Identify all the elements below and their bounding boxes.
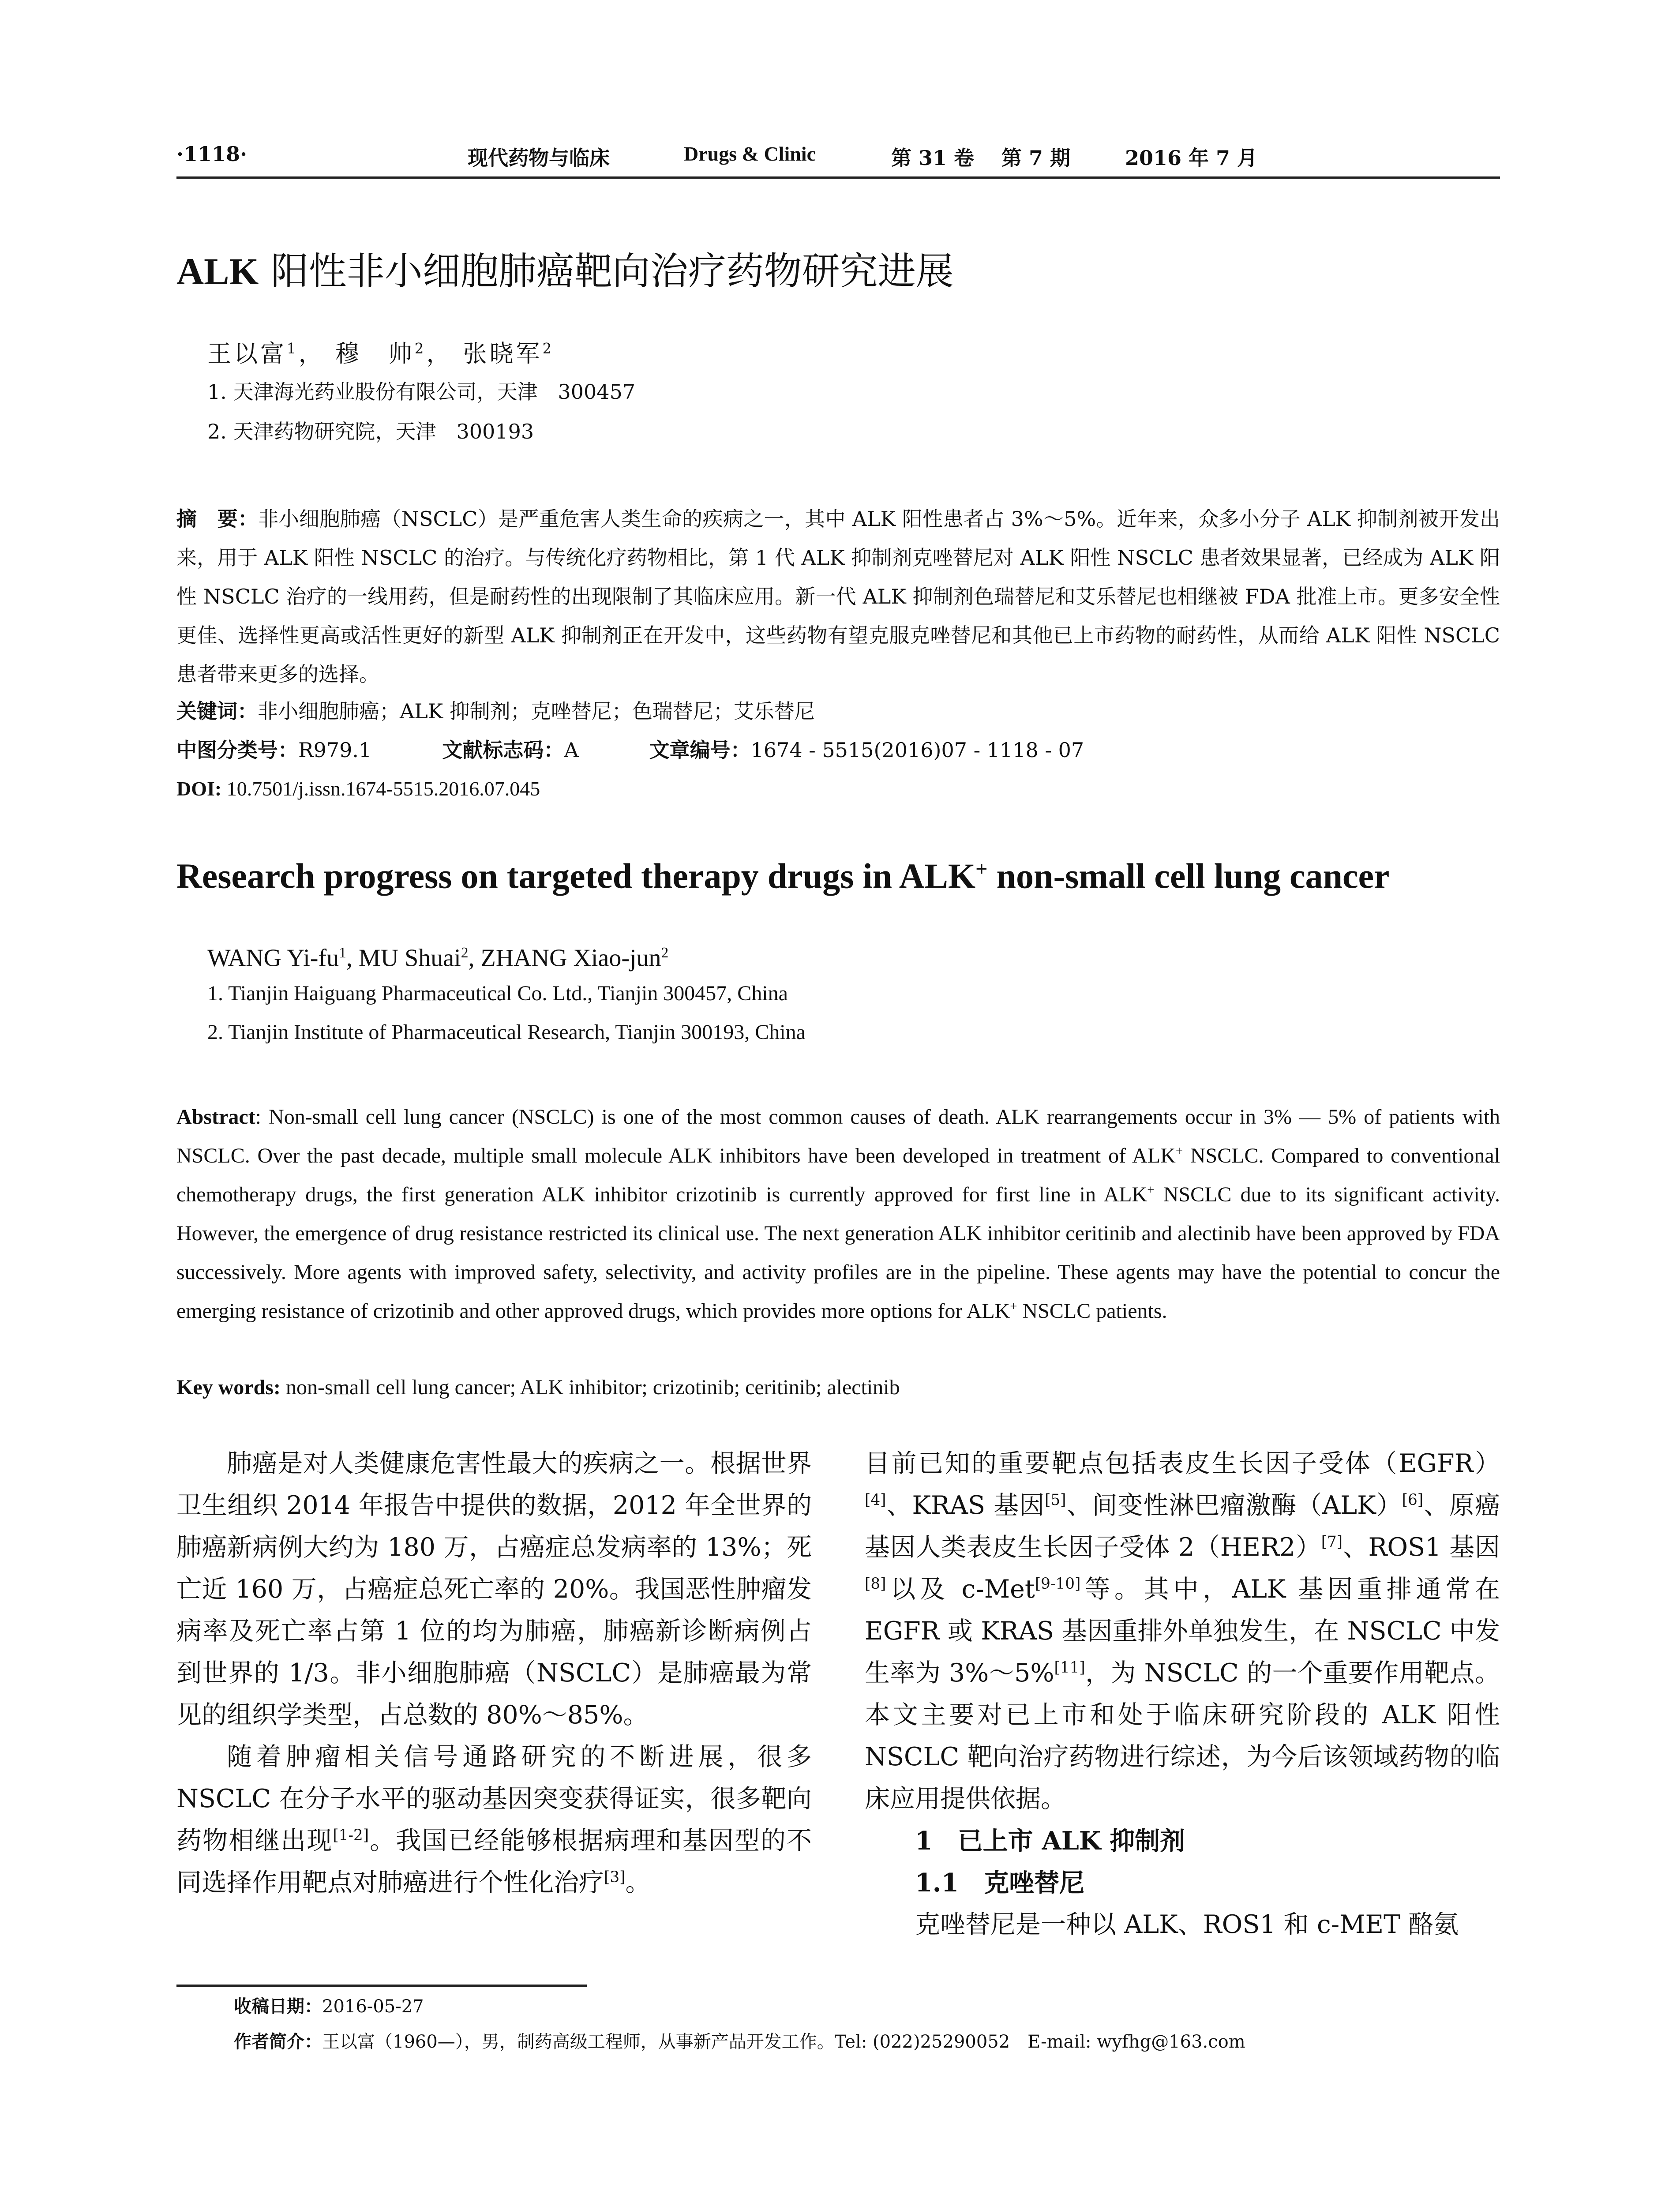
p2-text-b: 。我国已经能够根据病理和基因型的不同选择作用靶点对肺癌进行个性化治疗 xyxy=(176,1826,812,1897)
header-rule xyxy=(176,176,1500,179)
running-header xyxy=(176,142,1500,177)
footnote-author-bio xyxy=(234,2029,1245,2055)
citation-1-2[interactable]: [1-2] xyxy=(333,1827,369,1844)
body-paragraph-3 xyxy=(865,1443,1500,1820)
footnote-received xyxy=(234,1993,424,2020)
abstract-en-text-4: NSCLC patients. xyxy=(1017,1299,1167,1323)
body-paragraph-4: 克唑替尼是一种以 ALK、ROS1 和 c-MET 酪氨 xyxy=(915,1910,1459,1939)
keywords-en xyxy=(176,1372,900,1403)
affiliation-cn-2: 2. 天津药物研究院，天津 300193 xyxy=(207,420,534,443)
p2-text-a: 随着肿瘤相关信号通路研究的不断进展，很多 NSCLC 在分子水平的驱动基因突变获得证实，很多靶向药物相继出现 xyxy=(176,1742,812,1855)
author-2-en-affil: 2 xyxy=(461,945,469,961)
title-en xyxy=(176,847,1390,899)
title-cn-text: 阳性非小细胞肺癌靶向治疗药物研究进展 xyxy=(259,249,954,293)
section-heading-1: 1 已上市 ALK 抑制剂 xyxy=(915,1826,1185,1856)
authors-cn: 王以富$^1$， 穆 帅$^2$， 张晓军$^2$ xyxy=(207,340,555,368)
journal-name-cn: 现代药物与临床 xyxy=(468,146,610,170)
body-paragraph-2 xyxy=(176,1736,812,1904)
r1-text-a: 目前已知的重要靶点包括表皮生长因子受体（EGFR） xyxy=(865,1449,1500,1478)
author-2-en: , MU Shuai xyxy=(346,944,461,972)
classification-line xyxy=(176,737,1084,763)
abstract-en-sup-2: + xyxy=(1147,1183,1155,1197)
abstract-cn-text: 非小细胞肺癌（NSCLC）是严重危害人类生命的疾病之一，其中 ALK 阳性患者占 3%～5%。近年来，众多小分子 ALK 抑制剂被开发出来，用于 ALK 阳性 NSCLC 的治疗。与传统化疗药物相比，第 1 代 ALK 抑制剂克唑替尼对 ALK 阳性 NSCLC 患者效果显著，已经成为 ALK 阳性 NSCLC 治疗的一线用药，但是耐药性的出现限制了其临床应用。新一代 ALK 抑制剂色瑞替尼和艾乐替尼也相继被 FDA 批准上市。更多安全性更佳、选择性更高或活性更好的新型 ALK 抑制剂正在开发中，这些药物有望克服克唑替尼和其他已上市药物的耐药性，从而给 ALK 阳性 NSCLC 患者带来更多的选择。 xyxy=(176,507,1500,686)
keywords-cn xyxy=(176,698,815,724)
affiliation-en-2: 2. Tianjin Institute of Pharmaceutical Research, Tianjin 300193, China xyxy=(207,1020,806,1044)
r1-text-c: 、间变性淋巴瘤激酶（ALK） xyxy=(1066,1491,1402,1520)
citation-8[interactable]: [8] xyxy=(865,1575,886,1593)
doc-code-value: A xyxy=(564,738,579,762)
article-number-value: 1674 - 5515(2016)07 - 1118 - 07 xyxy=(750,738,1084,762)
received-label: 收稿日期： xyxy=(234,1996,322,2017)
article-number-label: 文章编号： xyxy=(649,738,751,762)
title-en-part2: non-small cell lung cancer xyxy=(987,857,1390,896)
author-3-affil: 2 xyxy=(542,340,555,357)
abstract-en-text-3: NSCLC due to its significant activity. However, the emergence of drug resistance restricted its clinical use. The next generation ALK inhibitor ceritinib and alectinib have been approved by FDA successively. More agents with improved safety, selectivity, and activity profiles are in the pipeline. These agents may have the potential to concur the emerging resistance of crizotinib and other approved drugs, which provides more options for ALK xyxy=(176,1183,1500,1323)
abstract-en-text-1: : Non-small cell lung cancer (NSCLC) is one of the most common causes of death. ALK rearrangements occur in 3% — 5% of patients with NSCLC. Over the past decade, multiple small molecule ALK inhibitors have been developed in treatment of ALK xyxy=(176,1105,1500,1167)
clc-value: R979.1 xyxy=(298,738,372,762)
citation-6[interactable]: [6] xyxy=(1402,1491,1424,1509)
abstract-en-label: Abstract xyxy=(176,1105,255,1129)
author-1-cn: 王以富 xyxy=(207,340,287,368)
author-1-en: WANG Yi-fu xyxy=(207,944,339,972)
volume: 第 31 卷 xyxy=(891,146,975,170)
journal-name-en: Drugs & Clinic xyxy=(684,143,816,165)
issue-date: 2016 年 7 月 xyxy=(1125,146,1258,170)
body-right-column xyxy=(865,1443,1500,1946)
issue: 第 7 期 xyxy=(1001,146,1071,170)
title-cn xyxy=(176,247,954,296)
title-en-part1: Research progress on targeted therapy drugs in ALK xyxy=(176,857,976,896)
affiliation-en-1: 1. Tianjin Haiguang Pharmaceutical Co. Ltd., Tianjin 300457, China xyxy=(207,982,788,1005)
keywords-cn-text: 非小细胞肺癌；ALK 抑制剂；克唑替尼；色瑞替尼；艾乐替尼 xyxy=(258,699,815,723)
citation-3[interactable]: [3] xyxy=(604,1868,626,1886)
citation-4[interactable]: [4] xyxy=(865,1491,886,1509)
footnote-rule xyxy=(176,1985,587,1987)
r1-text-b: 、KRAS 基因 xyxy=(886,1491,1045,1520)
citation-11[interactable]: [11] xyxy=(1054,1659,1085,1677)
citation-7[interactable]: [7] xyxy=(1321,1533,1343,1551)
r1-text-g: 等。其中，ALK 基因重排通常在 EGFR 或 KRAS 基因重排外单独发生，在 NSCLC 中发生率为 3%～5% xyxy=(865,1575,1500,1688)
citation-9-10[interactable]: [9-10] xyxy=(1035,1575,1081,1593)
body-left-column xyxy=(176,1443,812,1904)
r1-text-f: 以及 c-Met xyxy=(886,1575,1035,1604)
author-3-cn: 张晓军 xyxy=(463,340,543,368)
doi-label: DOI: xyxy=(176,777,222,800)
abstract-en-sup-3: + xyxy=(1010,1299,1017,1313)
title-en-sup: + xyxy=(975,857,988,881)
author-1-affil: 1 xyxy=(287,340,299,357)
author-3-en-affil: 2 xyxy=(661,945,669,961)
affiliation-cn-1: 1. 天津海光药业股份有限公司，天津 300457 xyxy=(207,380,636,404)
p2-text-c: 。 xyxy=(625,1868,651,1897)
keywords-cn-label: 关键词： xyxy=(176,699,258,723)
doi-value[interactable]: 10.7501/j.issn.1674-5515.2016.07.045 xyxy=(221,777,540,800)
r1-text-h: ，为 NSCLC 的一个重要作用靶点。本文主要对已上市和处于临床研究阶段的 ALK 阳性 NSCLC 靶向治疗药物进行综述，为今后该领域药物的临床应用提供依据。 xyxy=(865,1658,1500,1813)
r1-text-e: 、ROS1 基因 xyxy=(1342,1533,1500,1562)
author-1-en-affil: 1 xyxy=(339,945,346,961)
doc-code-label: 文献标志码： xyxy=(442,738,564,762)
author-bio-label: 作者简介： xyxy=(234,2031,322,2052)
r1-text-d: 、原癌基因人类表皮生长因子受体 2（HER2） xyxy=(865,1491,1500,1562)
keywords-en-text: non-small cell lung cancer; ALK inhibitor; crizotinib; ceritinib; alectinib xyxy=(280,1376,900,1399)
abstract-cn xyxy=(176,499,1500,694)
author-bio-text: 王以富（1960—），男，制药高级工程师，从事新产品开发工作。Tel: (022)25290052 E-mail: wyfhg@163.com xyxy=(322,2032,1245,2052)
author-2-cn: 穆 帅 xyxy=(335,340,415,368)
received-date: 2016-05-27 xyxy=(322,1996,424,2017)
citation-5[interactable]: [5] xyxy=(1045,1491,1066,1509)
author-2-affil: 2 xyxy=(414,340,427,357)
clc-label: 中图分类号： xyxy=(176,738,298,762)
author-3-en: , ZHANG Xiao-jun xyxy=(468,944,661,972)
doi-line xyxy=(176,776,540,802)
section-heading-1-1: 1.1 克唑替尼 xyxy=(915,1868,1085,1898)
keywords-en-label: Key words: xyxy=(176,1376,281,1399)
body-paragraph-1: 肺癌是对人类健康危害性最大的疾病之一。根据世界卫生组织 2014 年报告中提供的数据，2012 年全世界的肺癌新病例大约为 180 万，占癌症总发病率的 13%；死亡近 160 万，占癌症总死亡率的 20%。我国恶性肿瘤发病率及死亡率占第 1 位的均为肺癌，肺癌新诊断病例占到世界的 1/3。非小细胞肺癌（NSCLC）是肺癌最为常见的组织学类型，占总数的 80%～85%。 xyxy=(176,1449,812,1730)
abstract-en xyxy=(176,1098,1500,1331)
abstract-en-sup-1: + xyxy=(1175,1144,1183,1158)
authors-en xyxy=(207,938,668,974)
abstract-en-text-2: NSCLC. Compared to conventional chemotherapy drugs, the first generation ALK inhibitor crizotinib is currently approved for first line in ALK xyxy=(176,1144,1500,1206)
title-cn-prefix: ALK xyxy=(176,250,259,293)
abstract-cn-label: 摘 要： xyxy=(176,507,259,531)
page-number: ·1118· xyxy=(176,142,248,166)
